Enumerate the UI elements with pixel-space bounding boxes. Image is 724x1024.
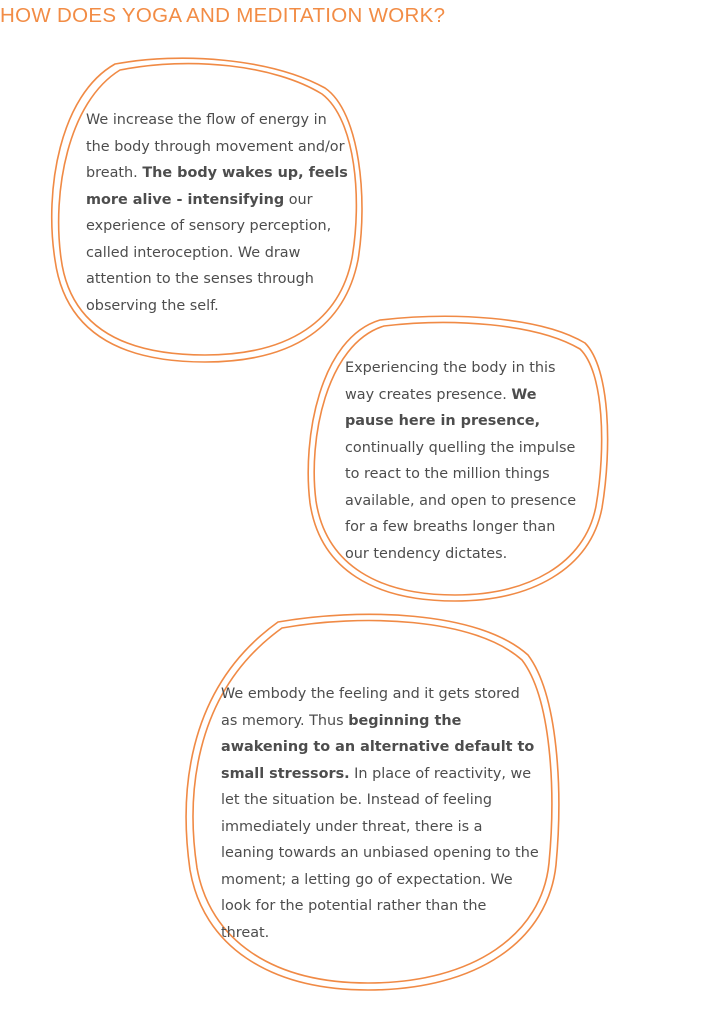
bubble-text-2 [345, 355, 577, 567]
bubble-1-text-part: We increase the flow of energy in the body through movement and/or breath. [86, 112, 345, 181]
bubble-text-3 [221, 681, 539, 946]
bubble-text-1 [86, 107, 351, 319]
bubble-3-emphasis: beginning the awakening to an alternative default to small stressors. [221, 712, 535, 782]
bubble-2-text-part: Experiencing the body in this way creates presence. [345, 360, 556, 403]
bubble-3-text-part: We embody the feeling and it gets stored as memory. Thus [221, 686, 520, 729]
bubble-1-text-part: our experience of sensory perception, called interoception. We draw attention to the senses through observing the self. [86, 191, 332, 314]
bubble-2-text-part: continually quelling the impulse to react to the million things available, and open to presence for a few breaths longer than our tendency dictates. [345, 439, 577, 562]
bubble-2-emphasis: We pause here in presence, [345, 386, 541, 429]
bubble-3-text-part: In place of reactivity, we let the situation be. Instead of feeling immediately under threat, there is a leaning towards an unbiased opening to the moment; a letting go of expectation. We look for the potential rather than the threat. [221, 765, 539, 941]
bubble-1-emphasis: The body wakes up, feels more alive - intensifying [86, 165, 348, 208]
page-title: HOW DOES YOGA AND MEDITATION WORK? [0, 4, 446, 27]
